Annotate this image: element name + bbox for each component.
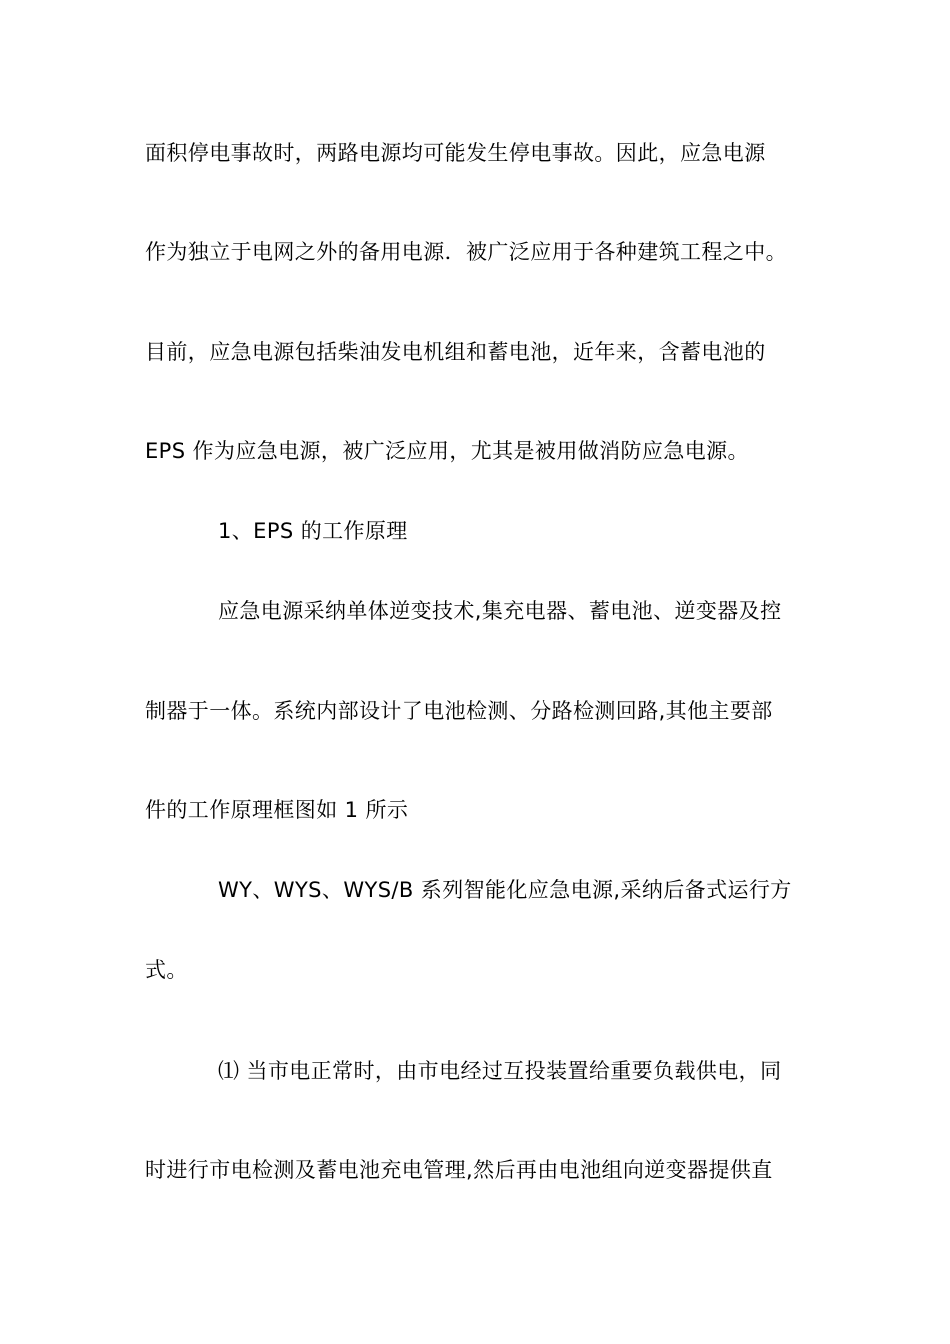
paragraph-line: 面积停电事故时，两路电源均可能发生停电事故。因此，应急电源: [145, 141, 766, 165]
paragraph-line: 目前，应急电源包括柴油发电机组和蓄电池，近年来，含蓄电池的: [145, 340, 766, 364]
paragraph-line: 式。: [145, 958, 188, 982]
paragraph-line: ⑴ 当市电正常时，由市电经过互投装置给重要负载供电，同: [218, 1059, 782, 1083]
paragraph-line: 时进行市电检测及蓄电池充电管理,然后再由电池组向逆变器提供直: [145, 1158, 773, 1182]
paragraph-line: 应急电源采纳单体逆变技术,集充电器、蓄电池、逆变器及控: [218, 599, 782, 623]
paragraph-line: EPS 作为应急电源，被广泛应用，尤其是被用做消防应急电源。: [145, 439, 749, 463]
paragraph-line: WY、WYS、WYS/B 系列智能化应急电源,采纳后备式运行方: [218, 878, 792, 902]
paragraph-line: 制器于一体。系统内部设计了电池检测、分路检测回路,其他主要部: [145, 699, 773, 723]
section-heading: 1、EPS 的工作原理: [218, 519, 408, 543]
paragraph-line: 作为独立于电网之外的备用电源．被广泛应用于各种建筑工程之中。: [145, 240, 787, 264]
paragraph-line: 件的工作原理框图如 1 所示: [145, 798, 409, 822]
